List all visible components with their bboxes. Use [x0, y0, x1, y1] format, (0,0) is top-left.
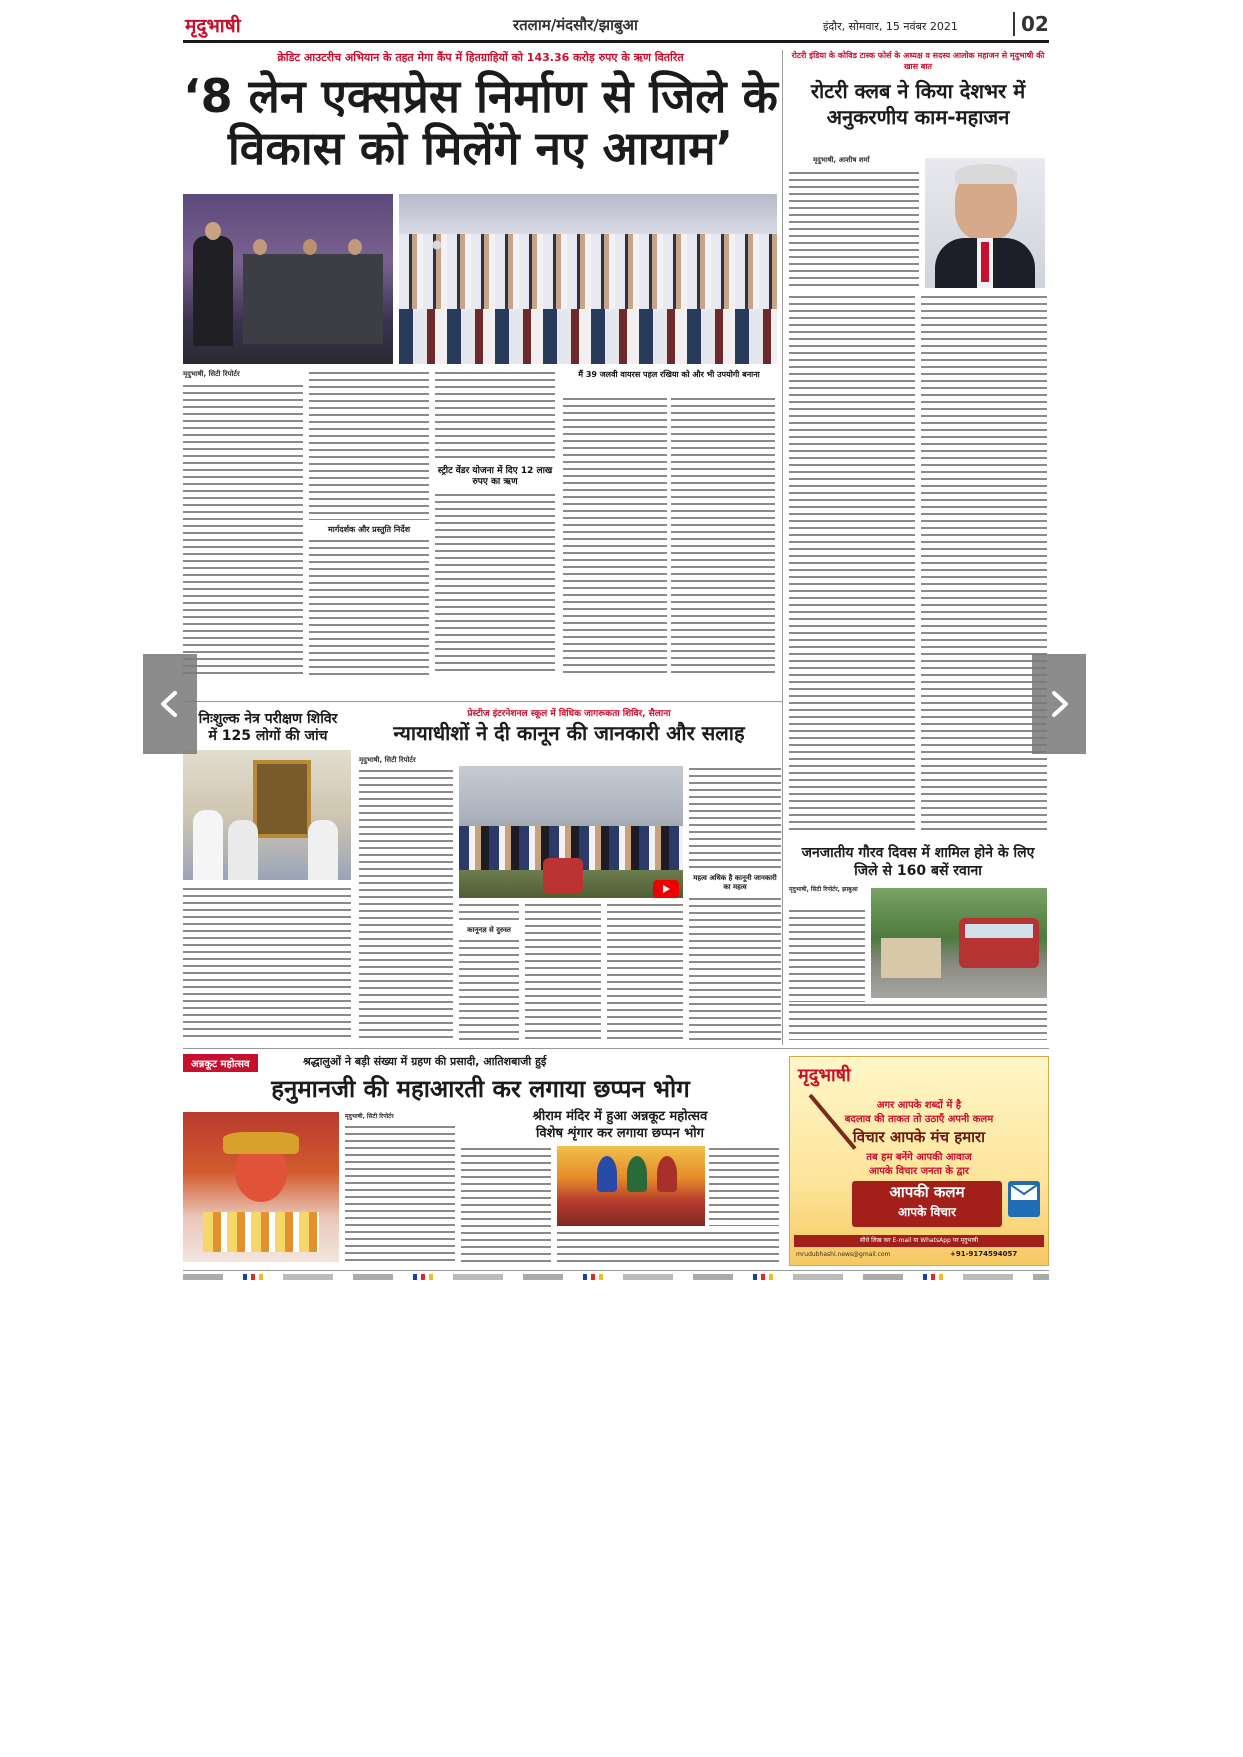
- masthead-logo: मृदुभाषी: [185, 15, 241, 37]
- eye-camp-headline: [183, 711, 353, 745]
- tribal-body-2: [789, 1002, 1047, 1040]
- judges-body-column-3: [459, 938, 519, 1040]
- annakut-body-4: [557, 1230, 779, 1262]
- annakut-sub-headline: [461, 1108, 779, 1142]
- lead-photo-audience: [399, 194, 777, 364]
- print-mark-strip: [183, 1274, 1049, 1280]
- annakut-headline: हनुमानजी की महाआरती कर लगाया छप्पन भोग: [271, 1075, 690, 1103]
- judges-body-column-5: [607, 902, 683, 1040]
- annakut-body-1: [345, 1124, 455, 1262]
- annakut-byline: मृदुभाषी, सिटी रिपोर्टर: [345, 1113, 394, 1120]
- tribal-byline: मृदुभाषी, सिटी रिपोर्टर, झाबुआ: [789, 886, 858, 893]
- previous-page-button[interactable]: [143, 654, 197, 754]
- annakut-sub-headline-line-1: श्रीराम मंदिर में हुआ अन्नकूट महोत्सव: [532, 1109, 708, 1124]
- annakut-body-2: [461, 1146, 551, 1262]
- section-rule-mid: [183, 701, 782, 702]
- annakut-body-3: [709, 1146, 779, 1226]
- envelope-icon: [1008, 1181, 1040, 1217]
- lead-box-body-1: [563, 396, 667, 675]
- lead-headline: [183, 70, 778, 174]
- lead-box-head: मैं 39 जलवी वायरस पहल रखिया को और भी उपयोगी बनाना: [578, 370, 760, 379]
- lead-body-column-3b: [435, 492, 555, 675]
- advert-banner-line-2: आपके विचार: [898, 1205, 956, 1219]
- lead-body-column-2: [309, 370, 429, 520]
- lead-photo-stage: [183, 194, 393, 364]
- advert-line-3: विचार आपके मंच हमारा: [852, 1128, 986, 1146]
- eye-camp-headline-line-1: निःशुल्क नेत्र परीक्षण शिविर: [198, 711, 338, 727]
- eye-camp-headline-line-2: में 125 लोगों की जांच: [208, 728, 328, 744]
- masthead-dateline: इंदौर, सोमवार, 15 नवंबर 2021: [823, 20, 958, 33]
- lead-body-column-3: [435, 370, 555, 460]
- annakut-photo-hanuman: [183, 1112, 339, 1262]
- lead-subhead-guidance: मार्गदर्शक और प्रस्तुति निर्देश: [327, 525, 411, 534]
- masthead-page-number: 02: [1013, 12, 1049, 36]
- tribal-headline: जनजातीय गौरव दिवस में शामिल होने के लिए जिले से 160 बसें रवाना: [801, 845, 1035, 879]
- next-page-button[interactable]: [1032, 654, 1086, 754]
- judges-subhead-law: कानूनज्ञ से दुरुस्त: [467, 926, 511, 934]
- advert-logo: मृदुभाषी: [798, 1065, 851, 1086]
- column-divider: [782, 50, 783, 1045]
- advert-line-2: बदलाव की ताकत तो उठाएँ अपनी कलम: [844, 1114, 994, 1125]
- judges-body-column-4: [525, 902, 601, 1040]
- advert-footer: सीधे लिख कर E-mail या WhatsApp पर मृदुभाषी: [794, 1235, 1044, 1247]
- advert-line-1: अगर आपके शब्दों में है: [876, 1100, 962, 1111]
- eye-camp-photo: [183, 750, 351, 880]
- rotary-kicker: रोटरी इंडिया के कोविड टास्क फोर्स के अध्यक्ष व सदस्य आलोक महाजन से मृदुभाषी की खास बात: [791, 51, 1045, 71]
- lead-headline-line-1: ‘8 लेन एक्सप्रेस निर्माण से जिले के: [183, 69, 778, 123]
- chevron-right-icon: [1044, 689, 1074, 719]
- play-icon[interactable]: [653, 880, 679, 898]
- judges-photo: [459, 766, 683, 898]
- lead-kicker: क्रेडिट आउटरीच अभियान के तहत मेगा कैंप में हितग्राहियों को 143.36 करोड़ रुपए के ऋण वितरित: [277, 51, 684, 64]
- annakut-tag: अन्नकूट महोत्सव: [183, 1054, 258, 1072]
- advert-banner: [852, 1181, 1002, 1227]
- advert-line-5: आपके विचार जनता के द्वार: [868, 1166, 970, 1177]
- rotary-body-column-2: [921, 294, 1047, 834]
- lead-box-body-2: [671, 396, 775, 675]
- judges-byline: मृदुभाषी, सिटी रिपोर्टर: [359, 756, 416, 764]
- chevron-left-icon: [155, 689, 185, 719]
- judges-subhead-importance: महत्व अधिक है कानूनी जानकारी का महत्व: [693, 874, 777, 891]
- judges-body-column-2: [689, 766, 781, 870]
- judges-body-column-photo-left: [459, 902, 519, 922]
- eye-camp-body: [183, 886, 351, 1042]
- judges-headline: न्यायाधीशों ने दी कानून की जानकारी और सलाह: [393, 721, 745, 745]
- advert-box: [789, 1056, 1049, 1266]
- lead-subhead-vendor: स्ट्रीट वेंडर योजना में दिए 12 लाख रुपए का ऋण: [437, 466, 553, 487]
- judges-body-column-1: [359, 768, 453, 1040]
- advert-line-4: तब हम बनेंगे आपकी आवाज: [866, 1152, 972, 1163]
- rotary-portrait: [925, 158, 1045, 288]
- lead-byline: मृदुभाषी, सिटी रिपोर्टर: [183, 370, 240, 378]
- rotary-body-intro: [789, 170, 919, 290]
- footer-rule: [183, 1270, 1049, 1271]
- advert-email: mrudubhashi.news@gmail.com: [796, 1251, 891, 1258]
- judges-body-column-2b: [689, 896, 781, 1040]
- judges-kicker: प्रेस्टीज इंटरनेशनल स्कूल में विधिक जागरूकता शिविर, सैलाना: [467, 709, 671, 719]
- newspaper-page: [183, 8, 1049, 1393]
- tribal-photo-buses: [871, 888, 1047, 998]
- rotary-body-column-1: [789, 294, 915, 834]
- masthead-edition: रतलाम/मंदसौर/झाबुआ: [513, 16, 638, 34]
- annakut-kicker: श्रद्धालुओं ने बड़ी संख्या में ग्रहण की प्रसादी, आतिशबाजी हुई: [303, 1055, 547, 1068]
- masthead-rule: [183, 40, 1049, 43]
- rotary-headline: रोटरी क्लब ने किया देशभर में अनुकरणीय काम-महाजन: [810, 79, 1026, 129]
- annakut-photo-shriram: [557, 1146, 705, 1226]
- advert-phone: +91-9174594057: [950, 1250, 1018, 1258]
- annakut-sub-headline-line-2: विशेष शृंगार कर लगाया छप्पन भोग: [536, 1126, 704, 1141]
- section-rule-lower: [183, 1048, 1049, 1049]
- advert-banner-line-1: आपकी कलम: [889, 1183, 965, 1201]
- lead-headline-line-2: विकास को मिलेंगे नए आयाम’: [227, 121, 734, 175]
- lead-body-column-2b: [309, 538, 429, 675]
- lead-body-column-1: [183, 383, 303, 675]
- rotary-byline: मृदुभाषी, आशीष शर्मा: [813, 156, 870, 164]
